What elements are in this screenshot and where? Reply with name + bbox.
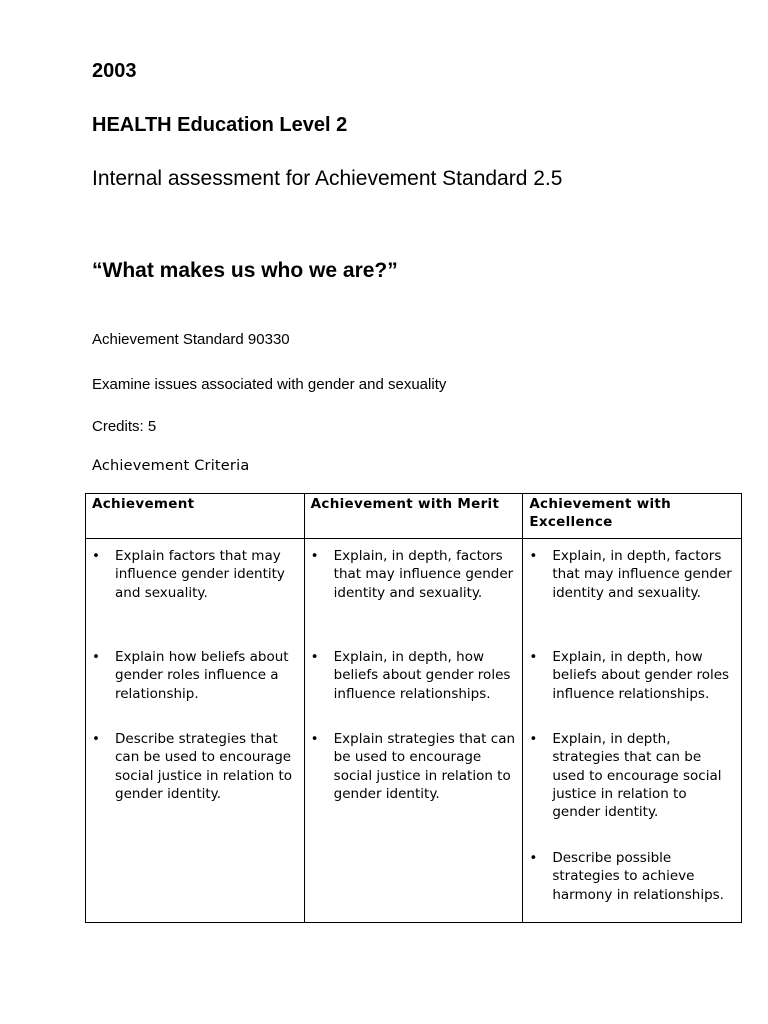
bullet-icon: • (529, 548, 538, 564)
list-item (309, 730, 519, 803)
item-text: Explain, in depth, how beliefs about gender roles influence relationships. (552, 649, 730, 702)
item-text: Describe possible strategies to achieve harmony in relationships. (552, 850, 724, 903)
bullet-icon: • (310, 548, 319, 564)
standard-title: Examine issues associated with gender and sexuality (92, 376, 447, 393)
list-item (90, 547, 300, 602)
list-item (90, 648, 300, 703)
credits-label: Credits: 5 (92, 418, 157, 435)
column-achievement (86, 539, 305, 923)
criteria-label: Achievement Criteria (92, 458, 250, 474)
header-label: Achievement (92, 496, 195, 512)
subject-heading: HEALTH Education Level 2 (92, 114, 348, 136)
list-item (527, 648, 737, 703)
bullet-icon: • (310, 731, 319, 747)
item-text: Explain how beliefs about gender roles influence a relationship. (115, 649, 289, 702)
item-text: Describe strategies that can be used to encourage social justice in relation to gender identity. (115, 731, 293, 802)
item-text: Explain factors that may influence gender identity and sexuality. (115, 548, 285, 601)
bullet-icon: • (92, 649, 100, 665)
list-item (309, 547, 519, 602)
column-excellence (523, 539, 742, 923)
assessment-heading: Internal assessment for Achievement Standard 2.5 (92, 167, 563, 190)
list-item (309, 648, 519, 703)
header-label: Achievement with Excellence (529, 496, 672, 531)
column-merit (304, 539, 523, 923)
header-label: Achievement with Merit (310, 496, 500, 512)
bullet-icon: • (529, 850, 538, 866)
table-header-row (86, 494, 742, 539)
item-text: Explain, in depth, how beliefs about gender roles influence relationships. (333, 649, 511, 702)
header-cell-excellence (523, 494, 742, 539)
bullet-icon: • (92, 731, 100, 747)
item-text: Explain, in depth, strategies that can be used to encourage social justice in relation to gender identity. (552, 731, 722, 821)
standard-number: Achievement Standard 90330 (92, 331, 290, 348)
bullet-icon: • (529, 649, 538, 665)
bullet-icon: • (92, 548, 100, 564)
document-year: 2003 (92, 60, 137, 82)
item-text: Explain, in depth, factors that may influence gender identity and sexuality. (333, 548, 514, 601)
achievement-criteria-table (85, 493, 742, 923)
item-text: Explain strategies that can be used to encourage social justice in relation to gender identity. (333, 731, 516, 802)
item-text: Explain, in depth, factors that may influence gender identity and sexuality. (552, 548, 732, 601)
bullet-icon: • (529, 731, 538, 747)
header-cell-achievement (86, 494, 305, 539)
table-body-row (86, 539, 742, 923)
list-item (527, 730, 737, 821)
bullet-icon: • (310, 649, 319, 665)
list-item (90, 730, 300, 803)
list-item (527, 547, 737, 602)
assessment-title: “What makes us who we are?” (92, 259, 398, 282)
list-item (527, 849, 737, 904)
header-cell-merit (304, 494, 523, 539)
